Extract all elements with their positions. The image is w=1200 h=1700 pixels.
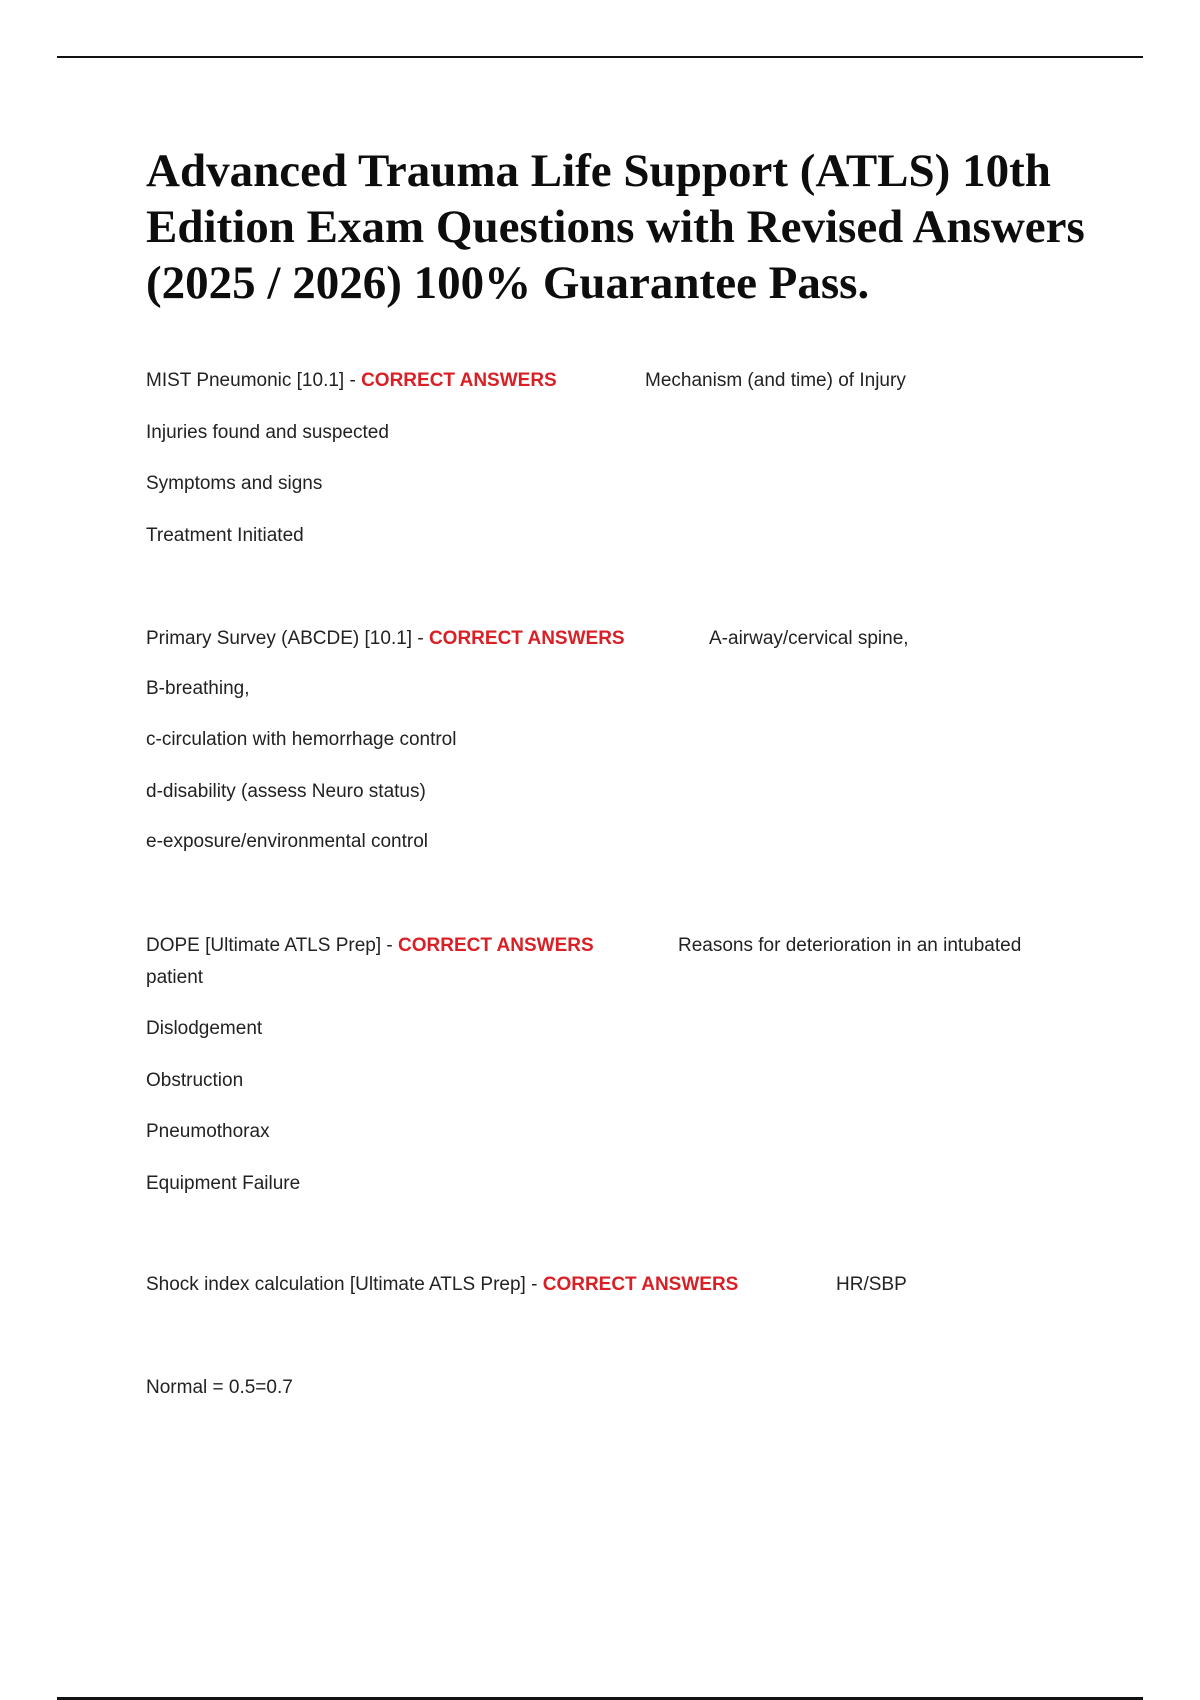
answer-line: Treatment Initiated xyxy=(146,525,304,546)
answer-line: e-exposure/environmental control xyxy=(146,831,428,852)
correct-answers-tag: CORRECT ANSWERS xyxy=(361,370,557,391)
document-title: Advanced Trauma Life Support (ATLS) 10th Edition Exam Questions with Revised Answers (2025 / 2026) 100% Guarantee Pass. xyxy=(146,145,1085,309)
answer-line: Obstruction xyxy=(146,1070,244,1091)
header-rule xyxy=(57,56,1143,58)
correct-answers-tag: CORRECT ANSWERS xyxy=(542,1274,739,1295)
question-prompt: Shock index calculation [Ultimate ATLS Prep] - xyxy=(146,1274,543,1295)
answer-line: c-circulation with hemorrhage control xyxy=(146,729,457,750)
answer-line: Equipment Failure xyxy=(146,1173,301,1194)
question-answer: A-airway/cervical spine, xyxy=(709,628,909,649)
answer-line: Normal = 0.5=0.7 xyxy=(146,1377,293,1398)
question-primary-survey xyxy=(146,623,909,655)
answer-line: d-disability (assess Neuro status) xyxy=(146,781,426,802)
question-answer: Mechanism (and time) of Injury xyxy=(645,370,906,391)
answer-line: B-breathing, xyxy=(146,678,250,699)
answer-line: Dislodgement xyxy=(146,1018,263,1039)
correct-answers-tag: CORRECT ANSWERS xyxy=(398,935,594,956)
question-dope xyxy=(146,930,1022,962)
question-prompt: DOPE [Ultimate ATLS Prep] - xyxy=(146,935,399,956)
question-prompt: Primary Survey (ABCDE) [10.1] - xyxy=(146,628,429,649)
answer-line: Symptoms and signs xyxy=(146,473,323,494)
question-answer: Reasons for deterioration in an intubated xyxy=(678,935,1022,956)
answer-line: Pneumothorax xyxy=(146,1121,270,1142)
correct-answers-tag: CORRECT ANSWERS xyxy=(428,628,625,649)
question-mist xyxy=(146,365,906,397)
answer-continuation: patient xyxy=(146,967,204,988)
answer-line: Injuries found and suspected xyxy=(146,422,389,443)
question-answer: HR/SBP xyxy=(836,1274,907,1295)
question-prompt: MIST Pneumonic [10.1] - xyxy=(146,370,362,391)
question-shock-index xyxy=(146,1269,907,1301)
